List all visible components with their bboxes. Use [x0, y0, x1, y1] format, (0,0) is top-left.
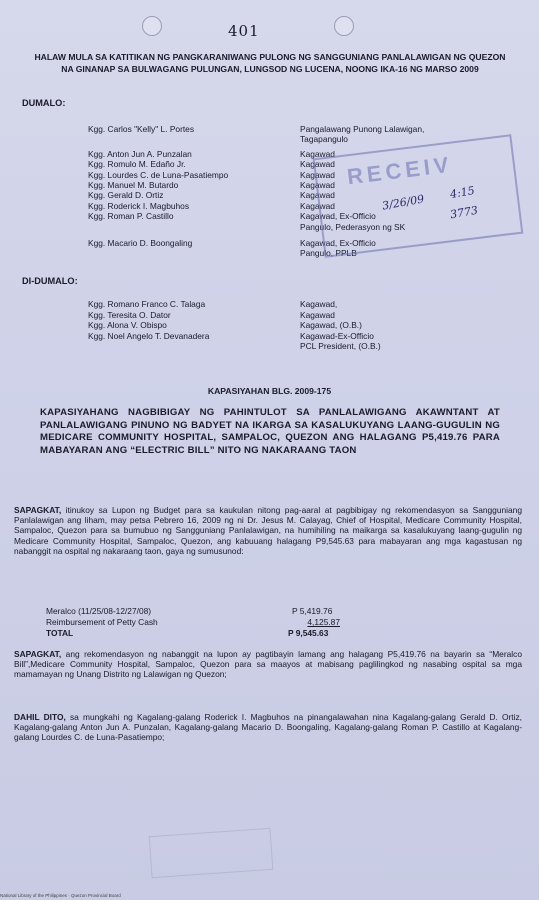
member-position: Kagawad, Ex-Officio	[300, 211, 376, 222]
member-position: Kagawad	[300, 309, 335, 320]
member-position: Tagapangulo	[300, 134, 348, 145]
amount-label-2: Reimbursement of Petty Cash	[46, 617, 158, 627]
amount-value-2: 4,125.87	[307, 617, 340, 627]
present-label: DUMALO:	[22, 98, 66, 108]
page-number: 401	[228, 22, 260, 40]
paragraph-2	[14, 649, 522, 680]
amount-label-total: TOTAL	[46, 628, 74, 638]
member-position: Pangulo, Pederasyon ng SK	[300, 221, 406, 232]
member-position: Kagawad	[300, 200, 335, 211]
member-position: Kagawad	[300, 148, 335, 159]
amount-label-1: Meralco (11/25/08-12/27/08)	[46, 606, 152, 616]
paragraph-1-lead: SAPAGKAT,	[14, 505, 62, 515]
member-name: Kgg. Roderick I. Magbuhos	[88, 200, 190, 211]
member-name: Kgg. Teresita O. Dator	[88, 309, 171, 320]
member-position: Kagawad-Ex-Officio	[300, 330, 374, 341]
member-name: Kgg. Macario D. Boongaling	[88, 238, 193, 248]
amount-value-total: P 9,545.63	[288, 628, 329, 638]
stamp-number: 3773	[449, 203, 479, 222]
paragraph-2-text: ang rekomendasyon ng nabanggit na lupon ay pagtibayin lamang ang halagang P5,419.76 na bayarin sa “Meralco Bill”,Medicare Community Hospital, Sampaloc, Quezon para sa maayos at mabisang paglilingkod ng nasabing ospital sa mga mamamayan ng Unang Distrito ng Lalawigan ng Quezon;	[14, 649, 522, 680]
member-position: Kagawad, Ex-Officio	[300, 238, 376, 248]
member-name: Kgg. Alona V. Obispo	[88, 320, 167, 331]
stamp-date: 3/26/09	[381, 192, 426, 213]
member-name: Kgg. Carlos "Kelly" L. Portes	[88, 124, 195, 134]
member-position: Kagawad	[300, 190, 335, 201]
paragraph-1-text: itinukoy sa Lupon ng Budget para sa kaukulan nitong pag-aaral at pagbibigay ng rekomendasyon sa Sangguniang Panlalawigan ang liham, may petsa Pebrero 16, 2009 ng ni Dr. Jesus M. Calayag, Chief of Hospital, Medicare Community Hospital, Sampaloc, Quezon para sa bumubuo ng Sangguniang Panlalawigan, na humihiling na maikarga sa kasalukuyang laang-gugulin ng Medicare Community Hospital, Sampaloc, Quezon, ang kabuuang halagang P9,545.63 para mabayaran ang mga kagastusan ng nabanggit na ospital ng nakaraang taon, gaya ng sumusunod:	[14, 505, 522, 556]
member-name: Kgg. Noel Angelo T. Devanadera	[88, 330, 210, 341]
stamp-text: RECEIV	[345, 151, 454, 190]
member-name: Kgg. Anton Jun A. Punzalan	[88, 148, 192, 159]
member-name: Kgg. Manuel M. Butardo	[88, 180, 179, 190]
member-position: Kagawad	[300, 159, 335, 170]
resolution-title: KAPASIYAHANG NAGBIBIGAY NG PAHINTULOT SA PANLALAWIGANG AKAWNTANT AT PANLALAWIGANG PINUNO NG BADYET NA IKARGA SA KASALUKUYANG LAANG-GUGULIN NG MEDICARE COMMUNITY HOSPITAL, SAMPALOC, QUEZON ANG HALAGANG P5,419.76 PARA MABAYARAN ANG “ELECTRIC BILL” NITO NG NAKARAANG TAON	[40, 407, 500, 456]
punch-hole-right	[334, 16, 354, 36]
member-position: Pangulo, PPLB	[300, 248, 357, 259]
member-name: Kgg. Roman P. Castillo	[88, 211, 174, 222]
member-position: PCL President, (O.B.)	[300, 341, 381, 352]
member-position: Kagawad	[300, 180, 335, 190]
member-position: Kagawad,	[300, 299, 338, 309]
bleed-through-stamp	[149, 828, 274, 878]
paragraph-3-lead: DAHIL DITO,	[14, 712, 66, 722]
member-name: Kgg. Romulo M. Edaño Jr.	[88, 159, 186, 170]
amount-value-1: P 5,419.76	[292, 606, 333, 616]
resolution-number: KAPASIYAHAN BLG. 2009-175	[207, 386, 332, 396]
member-name: Kgg. Lourdes C. de Luna-Pasatiempo	[88, 169, 229, 180]
paragraph-2-lead: SAPAGKAT,	[14, 649, 62, 659]
punch-hole-left	[142, 16, 162, 36]
member-position: Kagawad	[300, 169, 335, 180]
paragraph-1	[14, 505, 522, 556]
member-name: Kgg. Romano Franco C. Talaga	[88, 299, 206, 309]
paragraph-3	[14, 712, 522, 743]
member-position: Pangalawang Punong Lalawigan,	[300, 124, 425, 134]
absent-label: DI-DUMALO:	[22, 276, 78, 286]
member-position: Kagawad, (O.B.)	[300, 320, 362, 331]
paragraph-3-text: sa mungkahi ng Kagalang-galang Roderick I. Magbuhos na pinangalawahan nina Kagalang-galang Gerald D. Ortiz, Kagalang-galang Anton Jun A. Punzalan, Kagalang-galang Macario D. Boongaling, Kagalang-galang Roman P. Castillo at Kagalang-galang Lourdes C. de Luna-Pasatiempo;	[14, 712, 522, 743]
document-header: HALAW MULA SA KATITIKAN NG PANGKARANIWANG PULONG NG SANGGUNIANG PANLALAWIGAN NG QUEZON NA GINANAP SA BULWAGANG PULUNGAN, LUNGSOD NG LUCENA, NOONG IKA-16 NG MARSO 2009	[34, 52, 506, 74]
member-name: Kgg. Gerald D. Ortiz	[88, 190, 164, 201]
footer-note: National Library of the Philippines · Quezon Provincial Board	[0, 893, 121, 898]
stamp-time: 4:15	[449, 183, 476, 202]
